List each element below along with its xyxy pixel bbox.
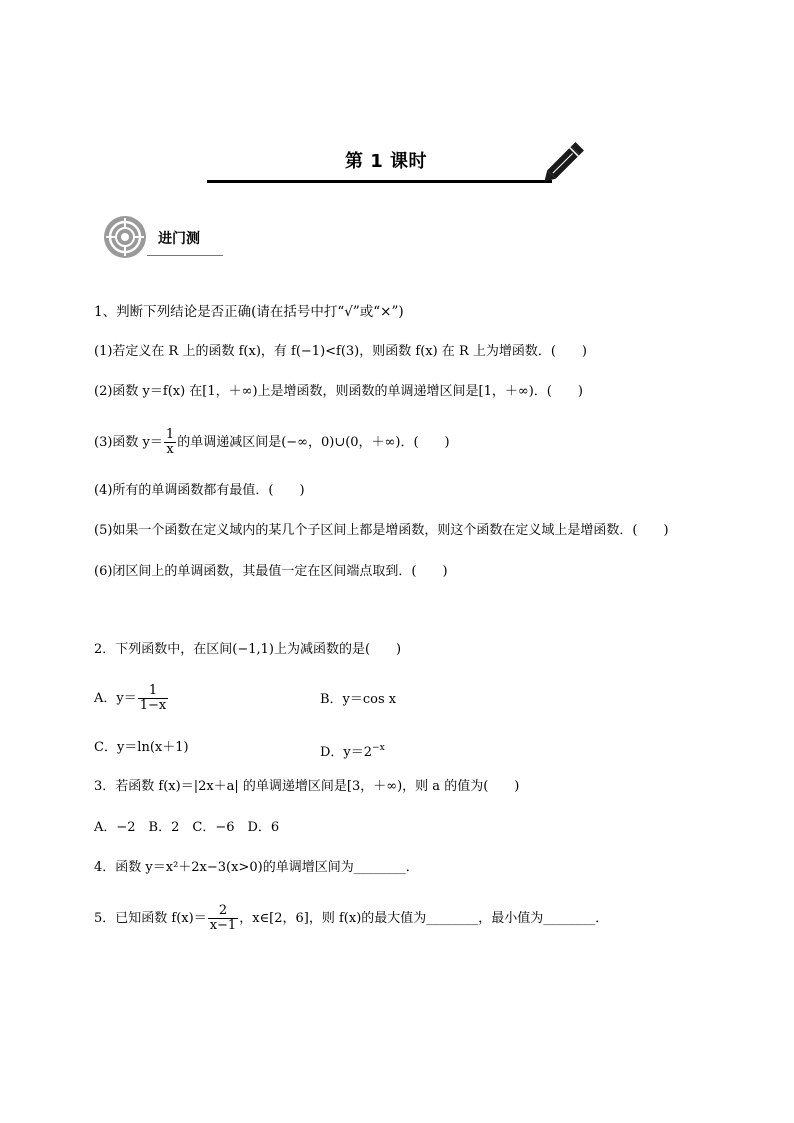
fraction-denominator: x bbox=[164, 442, 176, 457]
q3-stem: 3．若函数 f(x)＝|2x＋a| 的单调递增区间是[3，＋∞)，则 a 的值为( ) bbox=[94, 779, 520, 794]
fraction-denominator: x−1 bbox=[209, 918, 237, 933]
q1-item-3-suffix: 的单调递减区间是(−∞，0)∪(0，＋∞)．( ) bbox=[177, 435, 450, 450]
q1-item-2: (2)函数 y＝f(x) 在[1，＋∞)上是增函数，则函数的单调递增区间是[1，＋∞)．( ) bbox=[94, 384, 583, 399]
q1-item-6: (6)闭区间上的单调函数，其最值一定在区间端点取到．( ) bbox=[94, 564, 448, 579]
q5-suffix: ，x∈[2，6]，则 f(x)的最大值为________，最小值为________． bbox=[239, 911, 609, 926]
q2-stem: 2．下列函数中，在区间(−1,1)上为减函数的是( ) bbox=[94, 642, 402, 657]
q5-prefix: 5．已知函数 f(x)＝ bbox=[94, 911, 207, 926]
section-label: 进门测 bbox=[158, 231, 200, 247]
q1-item-5: (5)如果一个函数在定义域内的某几个子区间上都是增函数，则这个函数在定义域上是增函数．( ) bbox=[94, 523, 669, 538]
q3-options: A．−2 B．2 C．−6 D．6 bbox=[94, 820, 280, 835]
q1-item-3 bbox=[94, 428, 450, 457]
fraction bbox=[138, 684, 169, 713]
fraction bbox=[164, 428, 176, 457]
fraction-numerator: 1 bbox=[148, 683, 158, 698]
fraction-numerator: 2 bbox=[218, 903, 228, 918]
q2-option-a-prefix: A．y＝ bbox=[94, 691, 137, 706]
fraction-denominator: 1−x bbox=[139, 698, 167, 713]
q2-option-b: B．y＝cos x bbox=[320, 692, 397, 707]
fraction-numerator: 1 bbox=[165, 427, 175, 442]
q2-option-d bbox=[320, 739, 385, 762]
q1-stem: 1、判断下列结论是否正确(请在括号中打“√”或“×”) bbox=[94, 304, 404, 320]
q2-option-d-prefix: D．y＝2 bbox=[320, 745, 373, 760]
title-underline bbox=[207, 180, 552, 183]
section-underline bbox=[147, 255, 223, 256]
target-icon bbox=[103, 215, 147, 259]
exponent: −x bbox=[372, 743, 385, 753]
q4-text: 4．函数 y＝x²＋2x−3(x>0)的单调增区间为________． bbox=[94, 860, 419, 875]
q5-text bbox=[94, 904, 608, 933]
q2-option-c: C．y＝ln(x＋1) bbox=[94, 740, 189, 755]
pencil-icon bbox=[542, 133, 592, 185]
page-title: 第 1 课时 bbox=[345, 151, 428, 172]
q2-option-a bbox=[94, 684, 169, 713]
fraction bbox=[208, 904, 239, 933]
q1-item-4: (4)所有的单调函数都有最值．( ) bbox=[94, 483, 305, 498]
q1-item-1: (1)若定义在 R 上的函数 f(x)，有 f(−1)<f(3)，则函数 f(x) 在 R 上为增函数．( ) bbox=[94, 344, 588, 359]
q1-item-3-prefix: (3)函数 y＝ bbox=[94, 435, 163, 450]
